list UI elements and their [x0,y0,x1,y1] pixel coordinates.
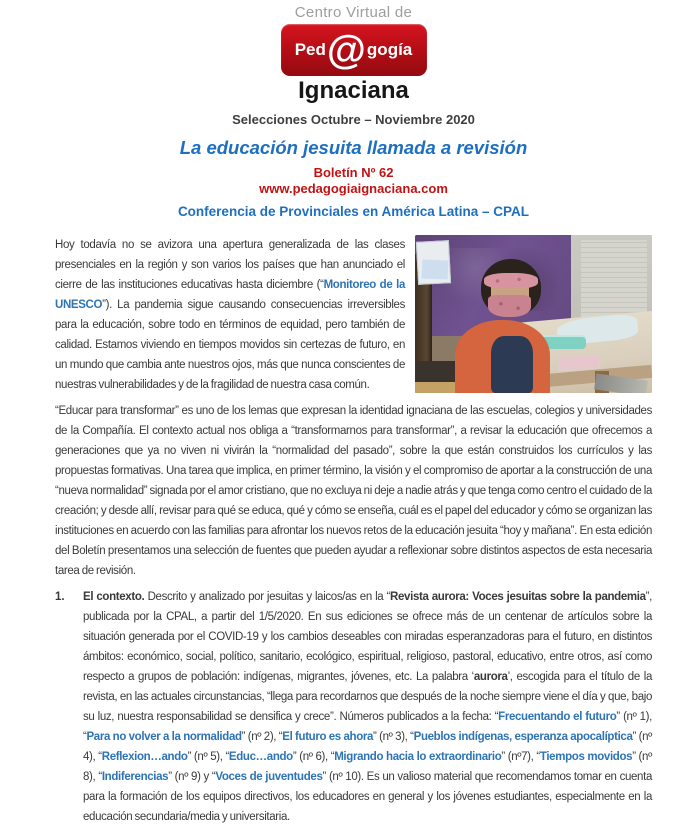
text-run: Descrito y analizado por jesuitas y laicos/as en la “ [144,591,391,603]
photo-partition-weave [581,240,647,322]
logo-ped-text: Ped [294,40,326,59]
document-header [55,4,652,219]
text-run: ”). La pandemia sigue causando consecuencias irreversibles para la educación, sobre todo en términos de equidad, pero también de calidad. Estamos viviendo en tiempos movidos sin certezas de futuro, en un mundo que cambia ante nuestros ojos, más que nunca conscientes de nuestras vulnerabilidades y de la fragilidad de nuestra casa común. [55,299,405,391]
list-item-1 [55,587,652,827]
text-run: ” (nº 5), “ [187,751,229,763]
paragraph-context [55,235,405,395]
inline-link[interactable]: Reflexion…ando [101,751,188,763]
text-run: “Educar para transformar” es uno de los lemas que expresan la identidad ignaciana de las escuelas, colegios y universidades de la Compañía. El contexto actual nos obliga a “transformarnos para transformar”, a revisar la educación que ofrecemos a generaciones que ya no viven ni vivirán la “normalidad del pasado”, sobre la que están construidos los currículos y las propuestas formativas. Una tarea que implica, en primer término, la visión y el compromiso de aportar a la construcción de una “nueva normalidad” signada por el amor cristiano, que no excluya ni deje a nadie atrás y que tenga como centro el cuidado de la creación; y desde allí, revisar para qué se educa, qué y cómo se enseña, cuál es el papel del educador y cómo se organizan las instituciones en acuerdo con las familias para afrontar los nuevos retos de la educación jesuita “hoy y mañana”. En esta edición del Boletín presentamos una selección de fuentes que pueden ayudar a reflexionar sobre distintos aspectos de esta necesaria tarea de revisión. [55,405,652,577]
logo-gogia-text: gogía [366,40,413,59]
photo-navy-bundle [491,336,534,393]
bulletin-number: Boletín Nº 62 [313,165,394,180]
logo-ignaciana-text: Ignaciana [298,77,409,104]
text-run: Revista aurora: Voces jesuitas sobre la pandemia [390,591,646,603]
bulletin-title: La educación jesuita llamada a revisión [179,137,528,158]
text-run: ” (nº 2), “ [241,731,283,743]
text-run: ” (nº7), “ [501,751,540,763]
cpal-line: Conferencia de Provinciales en América Latina – CPAL [177,204,530,219]
inline-link[interactable]: Tiempos movidos [539,751,633,763]
photo-pink-booklet [557,354,600,372]
inline-link[interactable]: Indiferencias [101,771,169,783]
inline-link[interactable]: Frecuentando el futuro [498,711,617,723]
text-run: ” (nº 8), “ [83,751,652,783]
logo-centro-virtual-text: Centro Virtual de [294,4,413,21]
inline-link[interactable]: Migrando hacia lo extraordinario [334,751,502,763]
list-item-1-text [83,587,652,827]
text-run: El contexto. [83,591,145,603]
inline-link[interactable]: Educ…ando [228,751,293,763]
text-run: ” (nº 6), “ [292,751,335,763]
photo-shelf-paper-blue [422,260,449,280]
text-run: ’, escogida para el título de la revista, en las actuales circunstancias, “llega para recordarnos que después de la noche siempre viene el día y que, bajo su luz, nuestra responsabilidad se densifica y crece”. Números publicados a la fecha: “ [83,671,652,723]
inline-link[interactable]: Para no volver a la normalidad [86,731,242,743]
text-run: ” (nº 9) y “ [168,771,216,783]
website-link[interactable]: www.pedagogiaignaciana.com [259,181,448,196]
classroom-photo [415,235,652,393]
text-run: ” (nº 4), “ [83,731,652,763]
text-run: aurora [473,671,508,683]
inline-link[interactable]: Voces de juventudes [215,771,323,783]
text-run: ” (nº 3), “ [373,731,414,743]
text-run: ” (nº 1), “ [83,711,653,743]
at-icon: @ [326,28,366,72]
inline-link[interactable]: Pueblos indígenas, esperanza apocalíptica [413,731,633,743]
intro-section [55,235,652,395]
pedagogia-logo [281,24,427,76]
text-run: ” (nº 10). Es un valioso material que recomendamos tomar en cuenta para la formación de los equipos directivos, los educadores en general y los jóvenes estudiantes, especialmente en la educación secundaria/media y universitaria. [83,771,652,823]
edition-subtitle: Selecciones Octubre – Noviembre 2020 [232,112,475,127]
list-item-1-number: 1. [55,591,65,603]
text-run: Hoy todavía no se avizora una apertura generalizada de las clases presenciales en la región y son varios los países que han anunciado el cierre de las instituciones educativas hasta diciembre (“ [55,239,405,291]
text-run: ”, publicada por la CPAL, a partir del 1/5/2020. En sus ediciones se ofrece más de un centenar de artículos sobre la situación generada por el COVID-19 y los cambios deseables con miradas esperanzadoras para el futuro, en distintos ámbitos: económico, social, político, sanitario, ecológico, espiritual, religioso, pastoral, educativo, entre otros, así como respecto a grupos de población: indígenas, migrantes, jóvenes, etc. La palabra ‘ [83,591,652,683]
inline-link[interactable]: Monitoreo de la UNESCO [55,279,405,311]
photo-child-mask [488,295,531,317]
inline-link[interactable]: El futuro es ahora [282,731,374,743]
paragraph-educar [55,401,652,581]
